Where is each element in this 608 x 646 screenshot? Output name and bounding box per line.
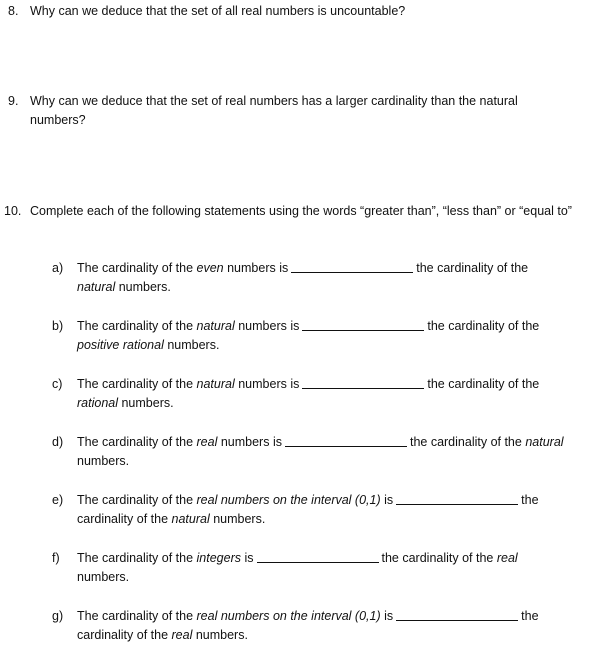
statement-end: numbers. — [163, 338, 220, 352]
question-9 — [8, 92, 604, 132]
statement-end: numbers. — [118, 396, 174, 410]
statement-after: the cardinality of the — [427, 319, 540, 333]
question-text: Complete each of the following statements using the words “greater than”, “less than” or “equal to” — [30, 204, 572, 218]
statement-end: numbers. — [192, 628, 248, 642]
statement-after: the cardinality of the — [416, 261, 529, 275]
statement-end-pre: cardinality of the — [77, 628, 172, 642]
statement-emphasis: real — [196, 435, 218, 449]
statement-letter: a) — [52, 261, 64, 275]
answer-blank[interactable] — [302, 376, 424, 389]
statement-end: numbers. — [77, 570, 130, 584]
statement-emphasis: natural — [196, 319, 235, 333]
statement-letter: d) — [52, 435, 64, 449]
question-text: Why can we deduce that the set of all real numbers is uncountable? — [30, 4, 406, 18]
statement-mid: is — [241, 551, 254, 565]
statement-letter: c) — [52, 377, 63, 391]
statement-prefix: The cardinality of the — [77, 319, 197, 333]
statement-mid: numbers is — [234, 319, 300, 333]
statement-after: the cardinality of the — [427, 377, 540, 391]
statement-mid: numbers is — [234, 377, 300, 391]
statement-after: the cardinality of the — [409, 435, 522, 449]
statement-emphasis: integers — [196, 551, 241, 565]
statement-prefix: The cardinality of the — [77, 261, 197, 275]
statement-after: the cardinality of the — [381, 551, 494, 565]
statement-emphasis: real — [496, 551, 518, 565]
statement-letter: g) — [52, 609, 64, 623]
question-text: Why can we deduce that the set of real numbers has a larger cardinality than the natural numbers? — [30, 94, 518, 127]
statement-letter: b) — [52, 319, 64, 333]
statement-mid: is — [380, 609, 394, 623]
answer-blank[interactable] — [396, 492, 518, 505]
statement-emphasis: rational — [77, 396, 118, 410]
answer-blank[interactable] — [396, 608, 518, 621]
answer-blank[interactable] — [291, 260, 413, 273]
statement-after: the — [521, 609, 539, 623]
statement-prefix: The cardinality of the — [77, 551, 197, 565]
question-number: 10. — [4, 204, 22, 218]
answer-blank[interactable] — [285, 434, 407, 447]
statement-mid: numbers is — [217, 435, 282, 449]
statement-end: numbers. — [209, 512, 266, 526]
statement-prefix: The cardinality of the — [77, 609, 197, 623]
answer-blank[interactable] — [302, 318, 424, 331]
statement-emphasis: natural — [525, 435, 564, 449]
statement-end-pre: cardinality of the — [77, 512, 172, 526]
statement-emphasis: natural — [196, 377, 235, 391]
statement-emphasis: natural — [171, 512, 210, 526]
statement-emphasis: natural — [77, 280, 116, 294]
statement-prefix: The cardinality of the — [77, 435, 197, 449]
statement-prefix: The cardinality of the — [77, 493, 197, 507]
statement-emphasis: real numbers on the interval (0,1) — [196, 609, 381, 623]
statement-emphasis: positive rational — [77, 338, 164, 352]
statement-letter: f) — [52, 551, 60, 565]
answer-blank[interactable] — [257, 550, 379, 563]
statement-letter: e) — [52, 493, 64, 507]
statement-emphasis: real numbers on the interval (0,1) — [196, 493, 381, 507]
question-number: 9. — [8, 94, 19, 108]
question-number: 8. — [8, 4, 19, 18]
statement-end: numbers. — [77, 454, 130, 468]
statement-mid: is — [380, 493, 394, 507]
question-10 — [4, 202, 604, 242]
statement-prefix: The cardinality of the — [77, 377, 197, 391]
statement-mid: numbers is — [223, 261, 289, 275]
statement-after: the — [521, 493, 539, 507]
statement-emphasis: even — [196, 261, 224, 275]
statement-emphasis: real — [171, 628, 193, 642]
statement-end: numbers. — [115, 280, 171, 294]
